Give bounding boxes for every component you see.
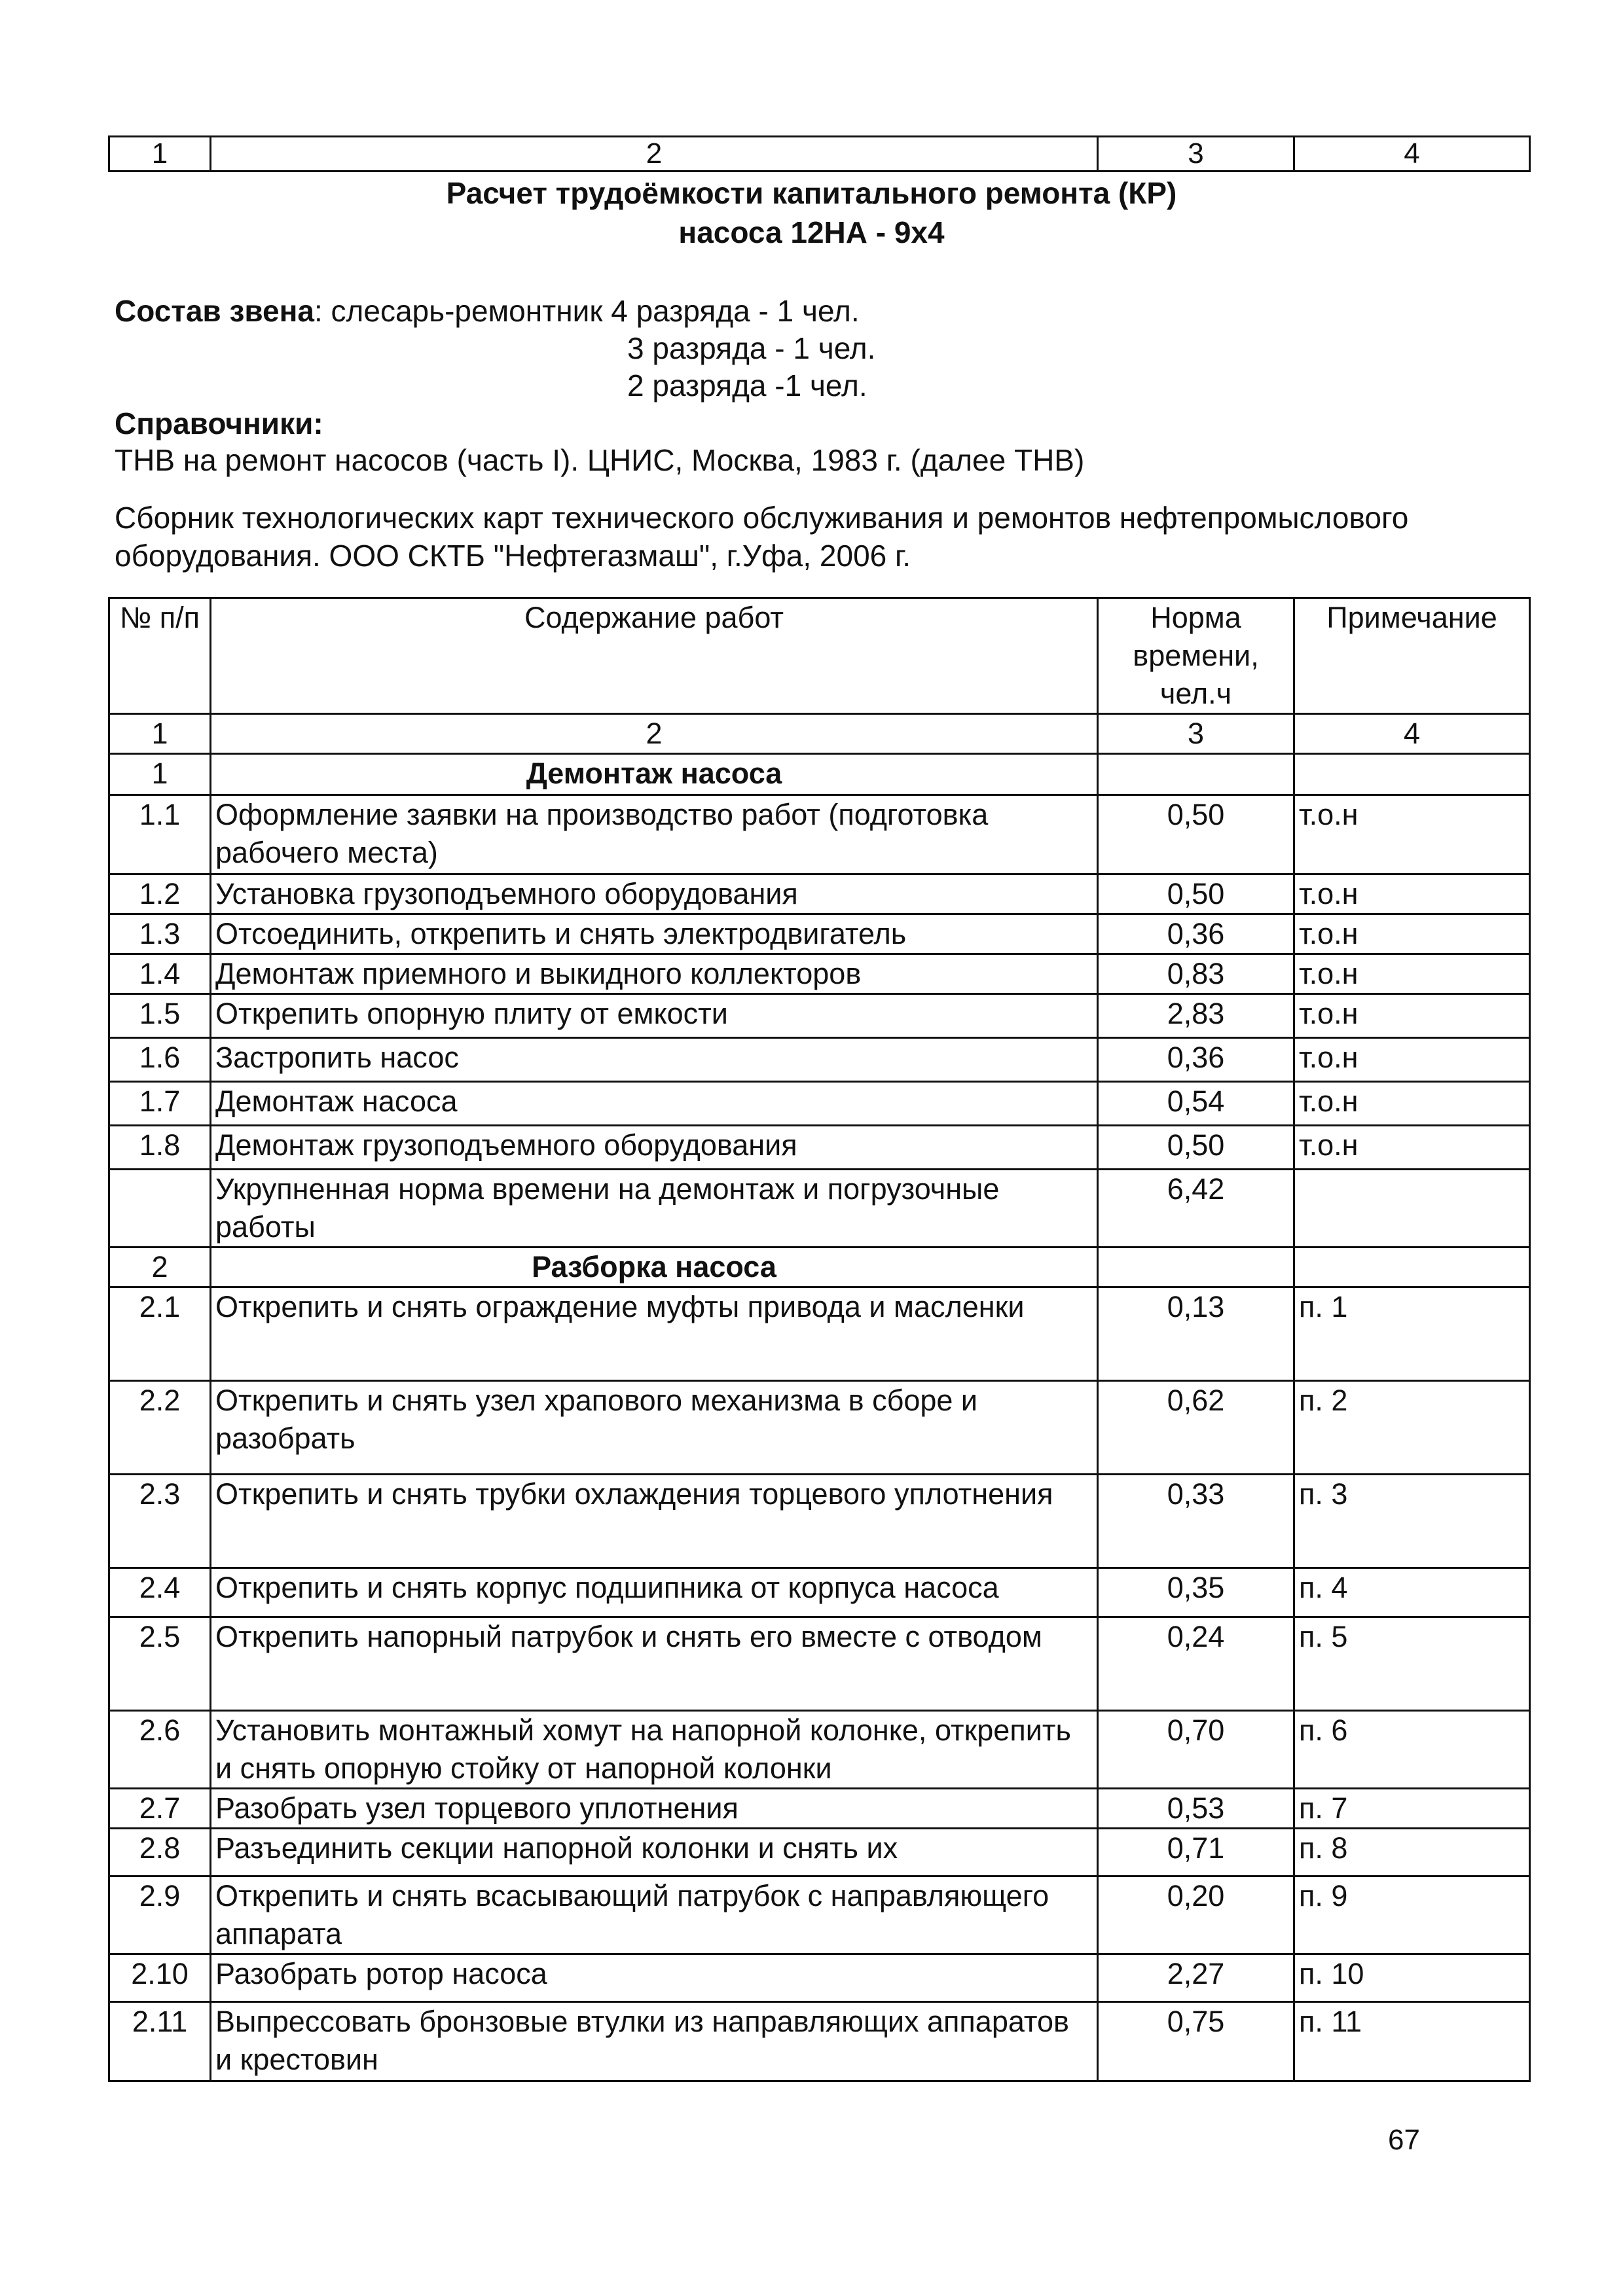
row-work-text: Разъединить секции напорной колонки и снять их <box>211 1829 1098 1876</box>
header-note: Примечание <box>1294 598 1530 714</box>
table-row <box>109 1038 1530 1082</box>
row-note: т.о.н <box>1294 994 1530 1038</box>
table-row <box>109 1617 1530 1711</box>
row-note: п. 3 <box>1294 1475 1530 1568</box>
row-number: 2.2 <box>109 1381 211 1475</box>
row-norm-value: 0,70 <box>1098 1711 1294 1789</box>
header-norm: Норма времени, чел.ч <box>1098 598 1294 714</box>
row-number: 2.1 <box>109 1287 211 1381</box>
row-norm-value: 0,36 <box>1098 1038 1294 1082</box>
column-number-row <box>109 714 1530 754</box>
row-norm-value: 6,42 <box>1098 1170 1294 1247</box>
row-norm-value: 0,62 <box>1098 1381 1294 1475</box>
row-norm-value <box>1098 1247 1294 1287</box>
table-row <box>109 1876 1530 1954</box>
row-work-text: Выпрессовать бронзовые втулки из направляющих аппаратов и крестовин <box>211 2002 1098 2081</box>
row-note: т.о.н <box>1294 795 1530 874</box>
reference-2-line2: оборудования. ООО СКТБ "Нефтегазмаш", г.Уфа, 2006 г. <box>115 539 911 573</box>
row-norm-value: 2,83 <box>1098 994 1294 1038</box>
row-norm-value: 0,50 <box>1098 1126 1294 1170</box>
reference-1: ТНВ на ремонт насосов (часть I). ЦНИС, Москва, 1983 г. (далее ТНВ) <box>115 443 1085 477</box>
row-note: п. 10 <box>1294 1954 1530 2002</box>
row-number: 2.8 <box>109 1829 211 1876</box>
page-title-line1: Расчет трудоёмкости капитального ремонта (КР) <box>446 176 1177 210</box>
row-note: т.о.н <box>1294 954 1530 994</box>
labor-table <box>108 597 1531 2082</box>
strip-col-2: 2 <box>211 137 1098 171</box>
header-num: № п/п <box>109 598 211 714</box>
table-row <box>109 1789 1530 1829</box>
row-work-text: Открепить опорную плиту от емкости <box>211 994 1098 1038</box>
row-note <box>1294 754 1530 795</box>
table-body <box>109 754 1530 2081</box>
table-row <box>109 1287 1530 1381</box>
table-row <box>109 954 1530 994</box>
row-work-text: Установить монтажный хомут на напорной колонке, открепить и снять опорную стойку от напорной колонки <box>211 1711 1098 1789</box>
row-norm-value: 2,27 <box>1098 1954 1294 2002</box>
row-norm-value: 0,50 <box>1098 795 1294 874</box>
row-work-text: Разобрать узел торцевого уплотнения <box>211 1789 1098 1829</box>
row-note: т.о.н <box>1294 1038 1530 1082</box>
table-row <box>109 2002 1530 2081</box>
row-number: 1.1 <box>109 795 211 874</box>
row-norm-value: 0,71 <box>1098 1829 1294 1876</box>
row-number: 2.7 <box>109 1789 211 1829</box>
row-number: 2.5 <box>109 1617 211 1711</box>
row-number: 2.11 <box>109 2002 211 2081</box>
row-note: п. 9 <box>1294 1876 1530 1954</box>
table-row <box>109 1247 1530 1287</box>
row-number <box>109 1170 211 1247</box>
row-norm-value: 0,53 <box>1098 1789 1294 1829</box>
row-work-text: Открепить и снять всасывающий патрубок с направляющего аппарата <box>211 1876 1098 1954</box>
page-title-line2: насоса 12НА - 9х4 <box>678 215 945 249</box>
crew-line1 <box>115 293 860 329</box>
colnum-2: 2 <box>211 714 1098 754</box>
table-row <box>109 1475 1530 1568</box>
table-row <box>109 1381 1530 1475</box>
crew-line3: 2 разряда -1 чел. <box>627 368 867 403</box>
table-row <box>109 1711 1530 1789</box>
table-row <box>109 1170 1530 1247</box>
crew-line2: 3 разряда - 1 чел. <box>627 331 876 365</box>
row-number: 2.4 <box>109 1568 211 1617</box>
row-norm-value: 0,54 <box>1098 1082 1294 1126</box>
row-work-text: Открепить напорный патрубок и снять его вместе с отводом <box>211 1617 1098 1711</box>
row-work-text: Демонтаж насоса <box>211 1082 1098 1126</box>
row-work-text: Отсоединить, открепить и снять электродвигатель <box>211 914 1098 954</box>
row-work-text: Установка грузоподъемного оборудования <box>211 874 1098 914</box>
row-number: 1.3 <box>109 914 211 954</box>
table-row <box>109 795 1530 874</box>
row-norm-value: 0,50 <box>1098 874 1294 914</box>
row-norm-value: 0,20 <box>1098 1876 1294 1954</box>
row-note: п. 4 <box>1294 1568 1530 1617</box>
top-column-number-strip <box>108 135 1531 172</box>
table-row <box>109 1568 1530 1617</box>
table-row <box>109 914 1530 954</box>
row-note: т.о.н <box>1294 1082 1530 1126</box>
crew-label: Состав звена <box>115 294 314 328</box>
page-number: 67 <box>1388 2124 1420 2156</box>
row-number: 1.6 <box>109 1038 211 1082</box>
row-work-text: Разобрать ротор насоса <box>211 1954 1098 2002</box>
row-note: т.о.н <box>1294 874 1530 914</box>
row-norm-value: 0,35 <box>1098 1568 1294 1617</box>
colnum-3: 3 <box>1098 714 1294 754</box>
row-note: п. 1 <box>1294 1287 1530 1381</box>
row-note: т.о.н <box>1294 914 1530 954</box>
row-norm-value: 0,36 <box>1098 914 1294 954</box>
row-note: п. 2 <box>1294 1381 1530 1475</box>
row-number: 2.10 <box>109 1954 211 2002</box>
colnum-4: 4 <box>1294 714 1530 754</box>
row-number: 2.9 <box>109 1876 211 1954</box>
row-work-text: Демонтаж насоса <box>211 754 1098 795</box>
row-number: 1.5 <box>109 994 211 1038</box>
table-row <box>109 1126 1530 1170</box>
row-number: 1.7 <box>109 1082 211 1126</box>
row-number: 2 <box>109 1247 211 1287</box>
row-note <box>1294 1170 1530 1247</box>
row-note: п. 5 <box>1294 1617 1530 1711</box>
row-number: 1.4 <box>109 954 211 994</box>
row-work-text: Укрупненная норма времени на демонтаж и погрузочные работы <box>211 1170 1098 1247</box>
strip-col-4: 4 <box>1294 137 1530 171</box>
row-norm-value <box>1098 754 1294 795</box>
row-work-text: Открепить и снять корпус подшипника от корпуса насоса <box>211 1568 1098 1617</box>
table-header-row <box>109 598 1530 714</box>
row-number: 2.3 <box>109 1475 211 1568</box>
reference-2-line1: Сборник технологических карт технического обслуживания и ремонтов нефтепромыслового <box>115 501 1409 535</box>
row-note: п. 11 <box>1294 2002 1530 2081</box>
row-norm-value: 0,83 <box>1098 954 1294 994</box>
strip-col-3: 3 <box>1098 137 1294 171</box>
table-row <box>109 754 1530 795</box>
row-work-text: Застропить насос <box>211 1038 1098 1082</box>
references-label: Справочники: <box>115 406 323 440</box>
row-norm-value: 0,33 <box>1098 1475 1294 1568</box>
row-norm-value: 0,75 <box>1098 2002 1294 2081</box>
table-row <box>109 1829 1530 1876</box>
row-norm-value: 0,24 <box>1098 1617 1294 1711</box>
crew-text1: : слесарь-ремонтник 4 разряда - 1 чел. <box>314 294 860 328</box>
table-row <box>109 994 1530 1038</box>
row-work-text: Демонтаж приемного и выкидного коллекторов <box>211 954 1098 994</box>
table-row <box>109 1954 1530 2002</box>
row-work-text: Разборка насоса <box>211 1247 1098 1287</box>
row-note: т.о.н <box>1294 1126 1530 1170</box>
row-work-text: Демонтаж грузоподъемного оборудования <box>211 1126 1098 1170</box>
row-work-text: Открепить и снять ограждение муфты привода и масленки <box>211 1287 1098 1381</box>
row-number: 2.6 <box>109 1711 211 1789</box>
colnum-1: 1 <box>109 714 211 754</box>
row-note <box>1294 1247 1530 1287</box>
row-number: 1.2 <box>109 874 211 914</box>
row-work-text: Открепить и снять узел храпового механизма в сборе и разобрать <box>211 1381 1098 1475</box>
row-note: п. 6 <box>1294 1711 1530 1789</box>
row-number: 1 <box>109 754 211 795</box>
strip-col-1: 1 <box>109 137 211 171</box>
table-row <box>109 874 1530 914</box>
row-note: п. 8 <box>1294 1829 1530 1876</box>
row-norm-value: 0,13 <box>1098 1287 1294 1381</box>
row-number: 1.8 <box>109 1126 211 1170</box>
row-work-text: Оформление заявки на производство работ (подготовка рабочего места) <box>211 795 1098 874</box>
row-work-text: Открепить и снять трубки охлаждения торцевого уплотнения <box>211 1475 1098 1568</box>
table-row <box>109 1082 1530 1126</box>
header-work: Содержание работ <box>211 598 1098 714</box>
row-note: п. 7 <box>1294 1789 1530 1829</box>
